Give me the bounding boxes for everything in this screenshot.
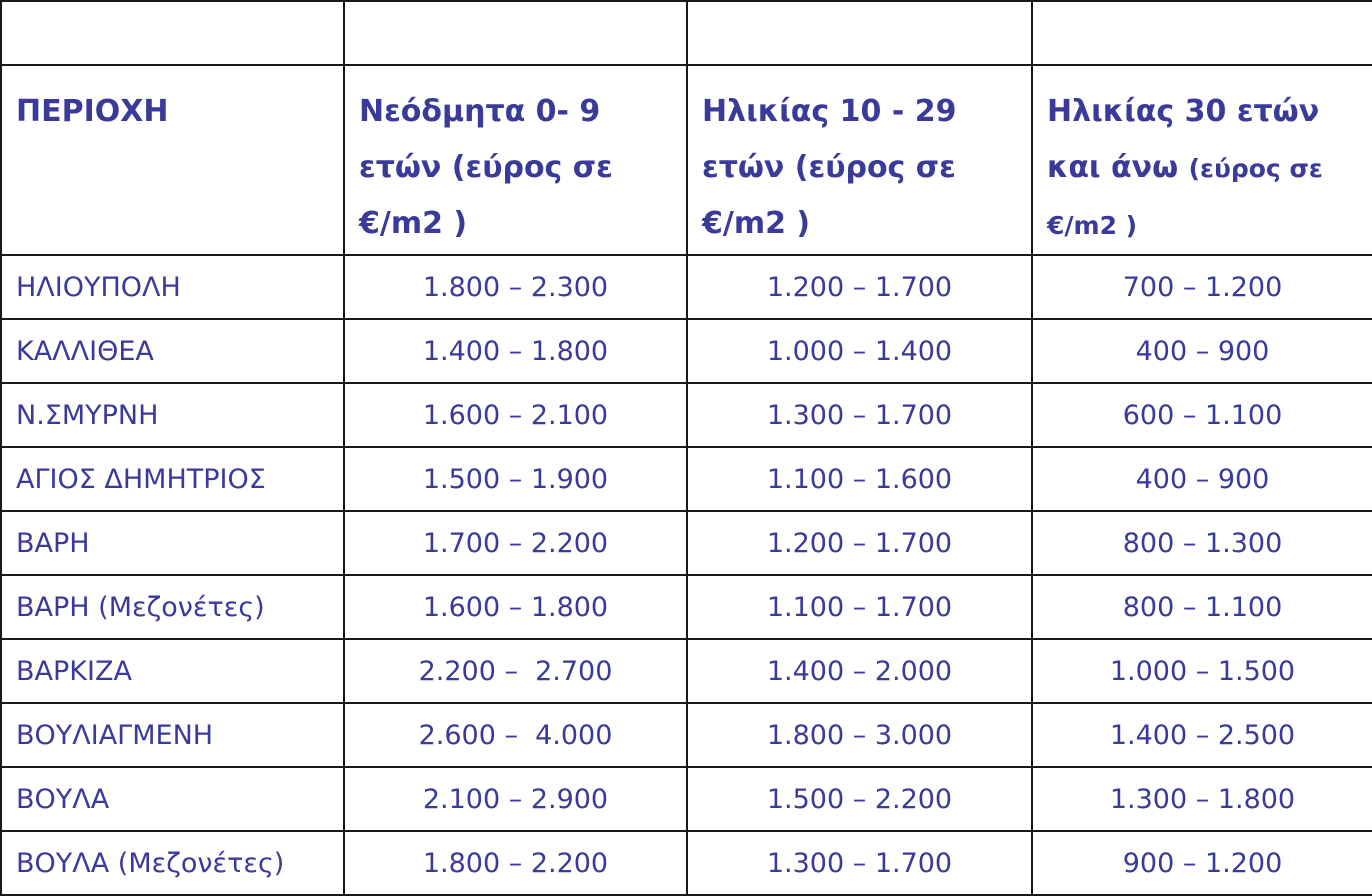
blank-cell	[344, 1, 687, 65]
header-age-30-plus-unit: (εύρος σε €/m2 )	[1047, 154, 1323, 240]
region-cell: ΚΑΛΛΙΘΕΑ	[1, 319, 344, 383]
header-region: ΠΕΡΙΟΧΗ	[1, 65, 344, 255]
price-mid-cell: 1.500 – 2.200	[687, 767, 1032, 831]
table-row	[1, 767, 1372, 831]
table-row	[1, 319, 1372, 383]
region-cell: ΑΓΙΟΣ ΔΗΜΗΤΡΙΟΣ	[1, 447, 344, 511]
blank-cell	[687, 1, 1032, 65]
price-mid-cell: 1.800 – 3.000	[687, 703, 1032, 767]
price-new-cell: 1.800 – 2.200	[344, 831, 687, 895]
price-new-cell: 1.700 – 2.200	[344, 511, 687, 575]
region-cell: ΒΟΥΛΙΑΓΜΕΝΗ	[1, 703, 344, 767]
table-body	[1, 255, 1372, 895]
region-cell: ΒΑΡΚΙΖΑ	[1, 639, 344, 703]
header-age-30-plus-label: Ηλικίας 30 ετών και άνω	[1047, 94, 1320, 185]
price-mid-cell: 1.100 – 1.600	[687, 447, 1032, 511]
price-old-cell: 700 – 1.200	[1032, 255, 1372, 319]
table-row	[1, 639, 1372, 703]
header-row	[1, 65, 1372, 255]
table-row	[1, 831, 1372, 895]
price-mid-cell: 1.000 – 1.400	[687, 319, 1032, 383]
price-mid-cell: 1.300 – 1.700	[687, 383, 1032, 447]
table-row	[1, 511, 1372, 575]
price-new-cell: 2.600 – 4.000	[344, 703, 687, 767]
price-new-cell: 2.100 – 2.900	[344, 767, 687, 831]
price-new-cell: 1.800 – 2.300	[344, 255, 687, 319]
price-mid-cell: 1.400 – 2.000	[687, 639, 1032, 703]
table-row	[1, 575, 1372, 639]
blank-row	[1, 1, 1372, 65]
price-old-cell: 800 – 1.300	[1032, 511, 1372, 575]
table-row	[1, 703, 1372, 767]
table-row	[1, 447, 1372, 511]
table-row	[1, 255, 1372, 319]
price-new-cell: 1.500 – 1.900	[344, 447, 687, 511]
price-new-cell: 1.600 – 1.800	[344, 575, 687, 639]
table-row	[1, 383, 1372, 447]
blank-cell	[1, 1, 344, 65]
region-cell: ΗΛΙΟΥΠΟΛΗ	[1, 255, 344, 319]
price-mid-cell: 1.300 – 1.700	[687, 831, 1032, 895]
header-age-30-plus	[1032, 65, 1372, 255]
price-new-cell: 1.400 – 1.800	[344, 319, 687, 383]
blank-cell	[1032, 1, 1372, 65]
price-old-cell: 1.400 – 2.500	[1032, 703, 1372, 767]
price-mid-cell: 1.200 – 1.700	[687, 255, 1032, 319]
region-cell: ΒΑΡΗ (Μεζονέτες)	[1, 575, 344, 639]
price-old-cell: 600 – 1.100	[1032, 383, 1372, 447]
price-old-cell: 800 – 1.100	[1032, 575, 1372, 639]
header-age-10-29: Ηλικίας 10 - 29 ετών (εύρος σε €/m2 )	[687, 65, 1032, 255]
region-cell: ΒΟΥΛΑ	[1, 767, 344, 831]
price-old-cell: 400 – 900	[1032, 447, 1372, 511]
price-mid-cell: 1.200 – 1.700	[687, 511, 1032, 575]
price-new-cell: 2.200 – 2.700	[344, 639, 687, 703]
price-old-cell: 400 – 900	[1032, 319, 1372, 383]
price-new-cell: 1.600 – 2.100	[344, 383, 687, 447]
header-new-buildings: Νεόδμητα 0- 9 ετών (εύρος σε €/m2 )	[344, 65, 687, 255]
price-old-cell: 1.000 – 1.500	[1032, 639, 1372, 703]
region-cell: ΒΟΥΛΑ (Μεζονέτες)	[1, 831, 344, 895]
region-cell: Ν.ΣΜΥΡΝΗ	[1, 383, 344, 447]
price-old-cell: 1.300 – 1.800	[1032, 767, 1372, 831]
price-mid-cell: 1.100 – 1.700	[687, 575, 1032, 639]
price-old-cell: 900 – 1.200	[1032, 831, 1372, 895]
region-cell: ΒΑΡΗ	[1, 511, 344, 575]
